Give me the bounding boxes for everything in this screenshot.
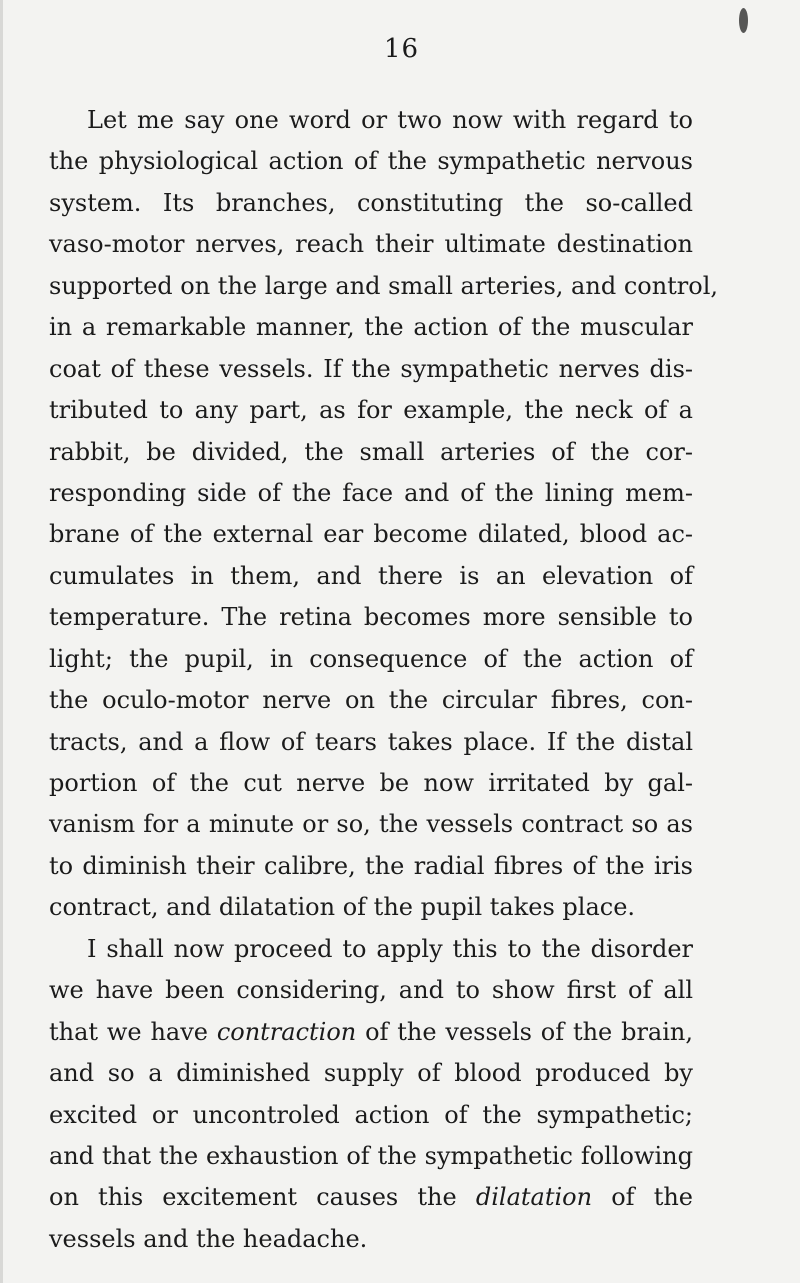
- line-text-after: of the vessels of the brain,: [356, 1017, 693, 1046]
- text-line: the physiological action of the sympathetic nervous: [49, 147, 693, 176]
- emphasized-word: contraction: [216, 1017, 357, 1046]
- text-line: we have been considering, and to show first of all: [49, 976, 693, 1005]
- text-line: temperature. The retina becomes more sensible to: [49, 603, 693, 632]
- line-text-after: of the: [592, 1183, 693, 1212]
- text-line: in a remarkable manner, the action of the muscular: [49, 313, 693, 342]
- text-line-with-emphasis: [49, 1177, 693, 1218]
- text-line: portion of the cut nerve be now irritated by gal-: [49, 769, 693, 797]
- text-line: excited or uncontroled action of the sympathetic;: [49, 1100, 693, 1129]
- text-line: contract, and dilatation of the pupil takes place.: [49, 893, 636, 922]
- line-text-before: that we have: [49, 1017, 217, 1046]
- text-line: system. Its branches, constituting the so-called: [49, 188, 693, 217]
- text-line: brane of the external ear become dilated, blood ac-: [49, 520, 693, 549]
- text-line: light; the pupil, in consequence of the action of: [49, 644, 693, 673]
- text-line: vaso-motor nerves, reach their ultimate destination: [49, 230, 693, 259]
- text-line: and so a diminished supply of blood produced by: [49, 1059, 693, 1088]
- emphasized-word: dilatation: [475, 1183, 593, 1212]
- text-line: tracts, and a flow of tears takes place. If the distal: [49, 727, 693, 756]
- text-line: Let me say one word or two now with regard to: [87, 106, 693, 134]
- page-number: 16: [383, 34, 420, 64]
- ink-blot: [739, 8, 748, 33]
- text-line: and that the exhaustion of the sympathetic following: [49, 1141, 693, 1170]
- text-line: vessels and the headache.: [49, 1224, 368, 1253]
- text-line: cumulates in them, and there is an elevation of: [49, 561, 693, 590]
- line-text-before: on this excitement causes the: [49, 1183, 476, 1212]
- text-line: tributed to any part, as for example, the neck of a: [49, 396, 693, 425]
- text-line: responding side of the face and of the lining mem-: [49, 478, 693, 507]
- text-line: the oculo-motor nerve on the circular fibres, con-: [49, 686, 693, 715]
- text-line: vanism for a minute or so, the vessels contract so as: [49, 810, 693, 839]
- body-text: [49, 100, 719, 1260]
- text-line: rabbit, be divided, the small arteries of the cor-: [49, 437, 693, 466]
- text-line: supported on the large and small arteries, and control,: [49, 271, 719, 300]
- text-line: coat of these vessels. If the sympathetic nerves dis-: [49, 354, 693, 383]
- text-line-with-emphasis: [49, 1012, 693, 1053]
- text-line: I shall now proceed to apply this to the disorder: [87, 934, 693, 963]
- text-line: to diminish their calibre, the radial fibres of the iris: [49, 851, 693, 880]
